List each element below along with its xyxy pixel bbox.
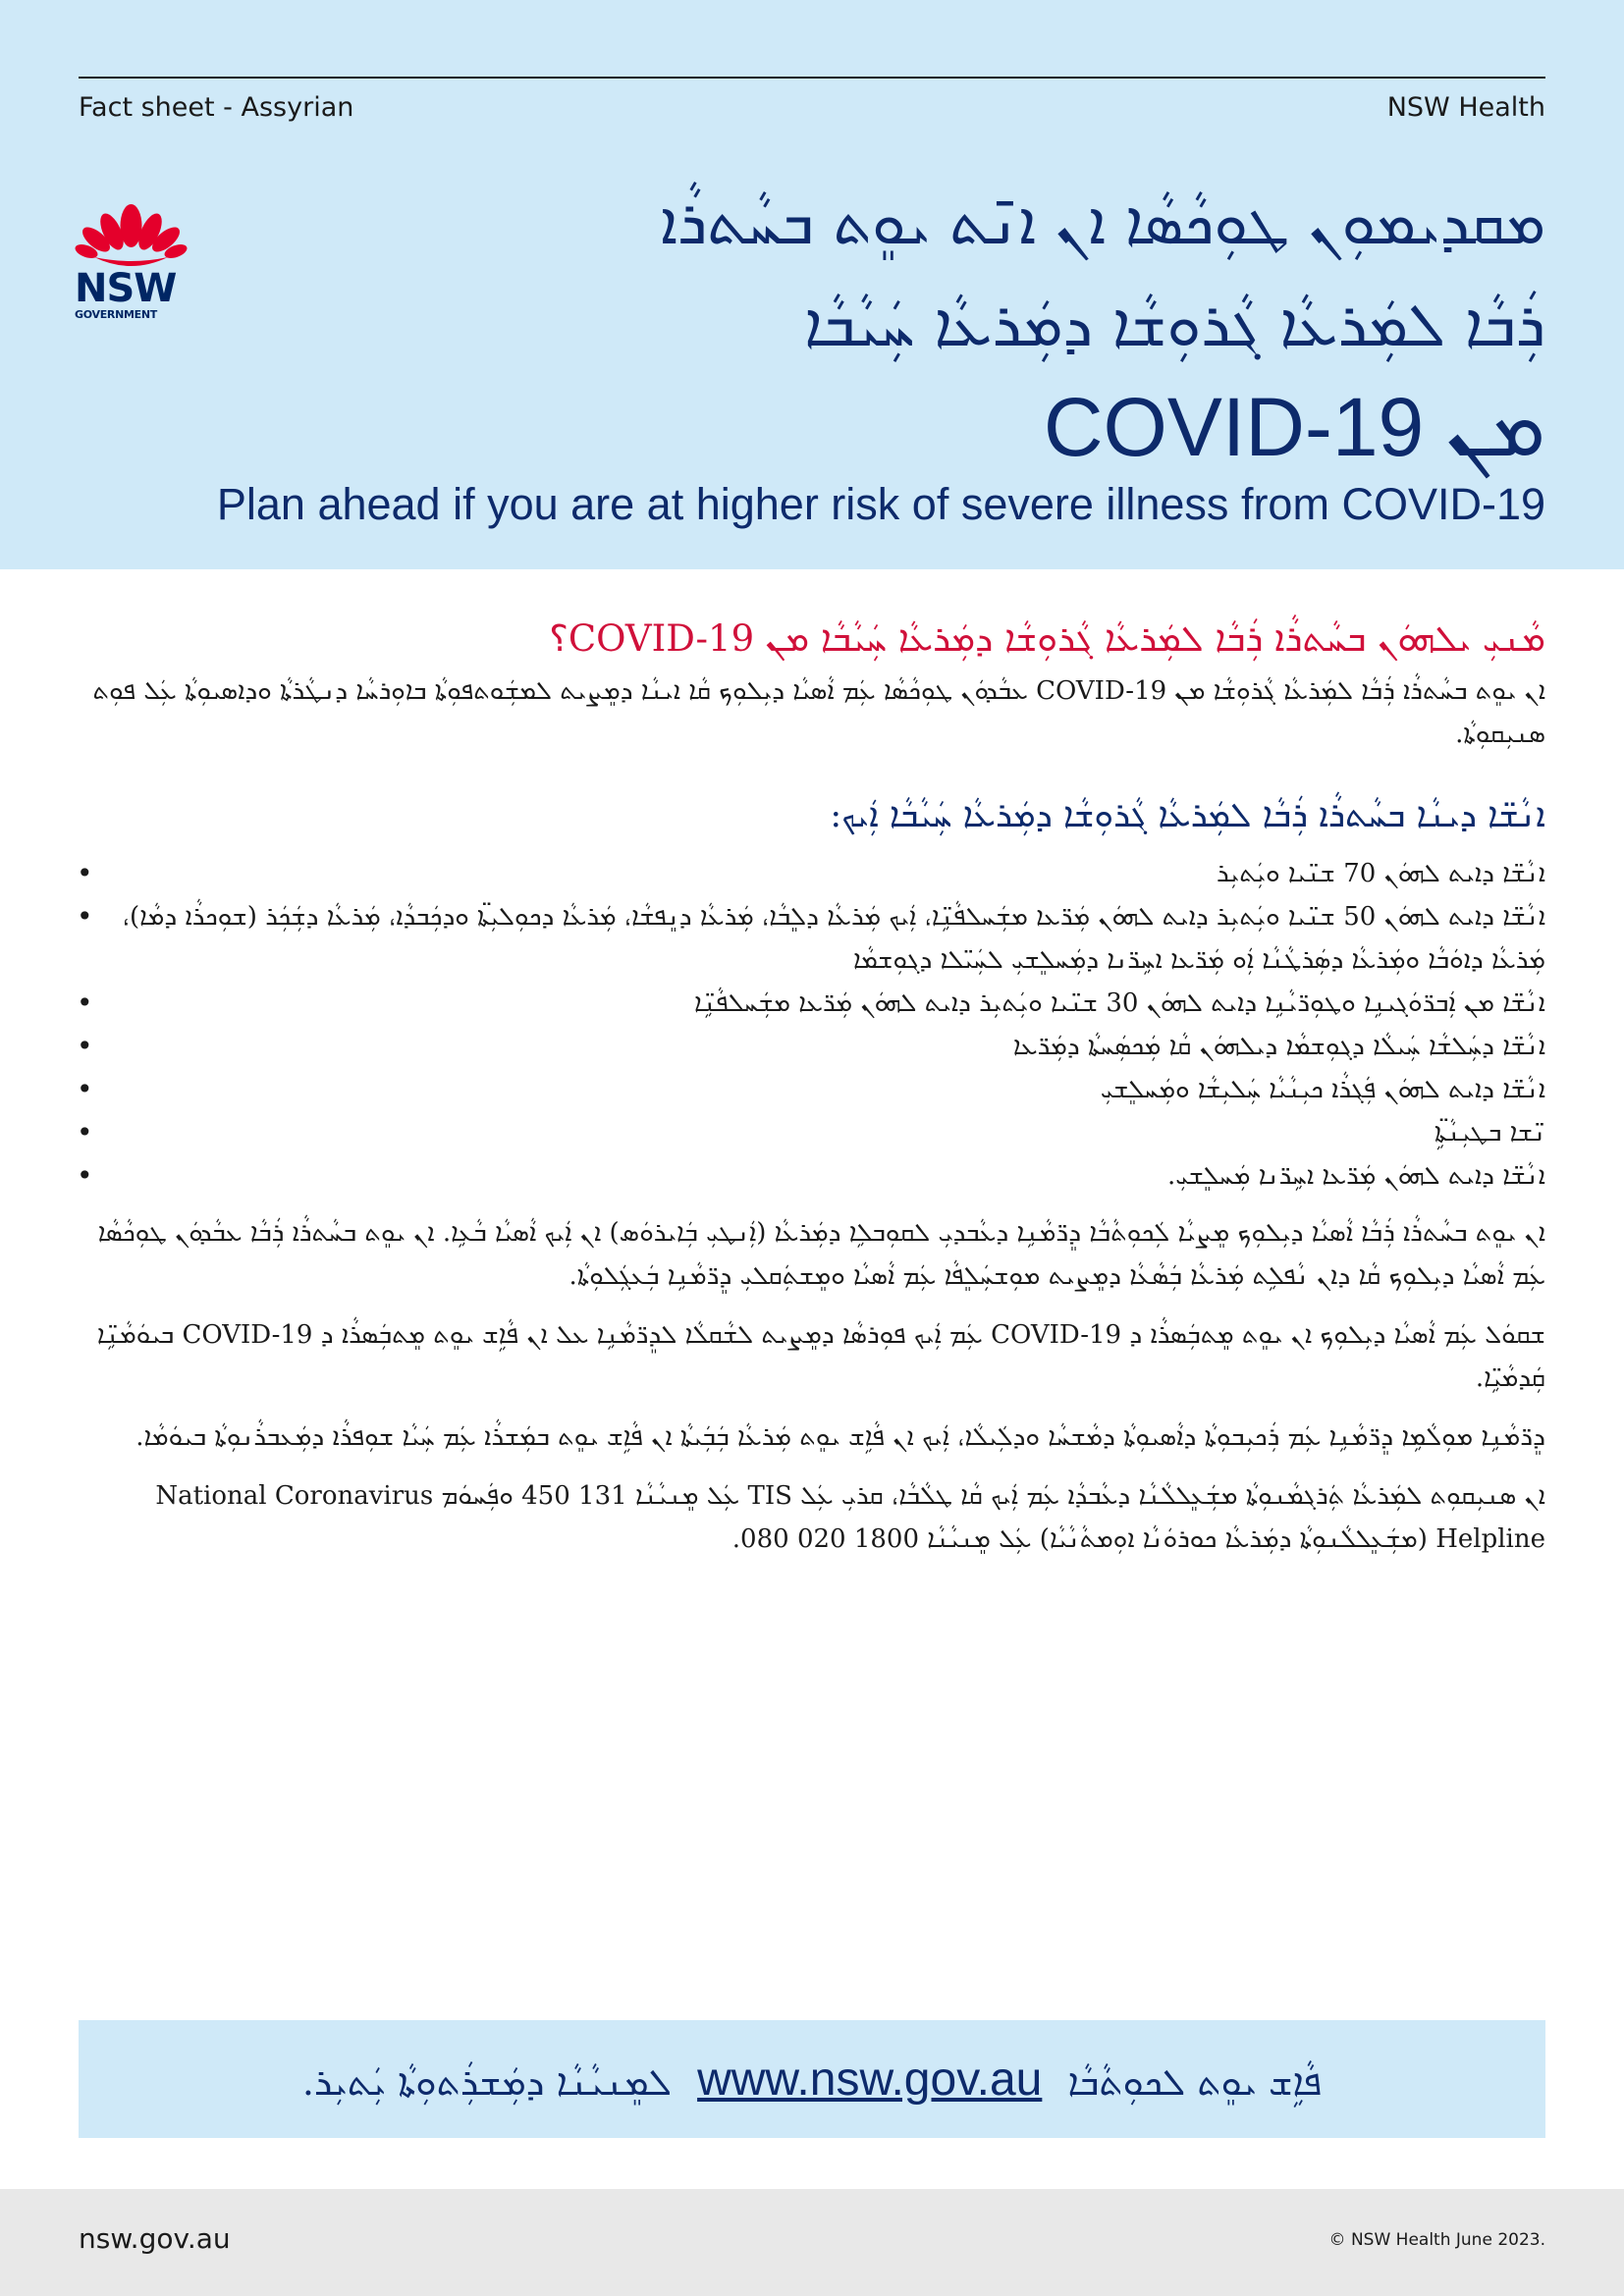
org-label: NSW Health: [1386, 92, 1545, 123]
list-item: ܐܢܵܫ̈ܐ ܕܐܝܬ ܠܗܘܿܢ 50 ܫܢ̈ܝܐ ܘܝܲܬܝܼܪ ܕܐܝܬ ܠܗܘܿܢ ܡܲܪ̈ܥܐ ܡܫܲܚܠܦܵܢܹ̈ܐ، ܐܲܝܟ ܡܲܪܥܵܐ ܕܠܸܒܵܐ، ܡܲܪܥܵܐ ܕܢܸܦܫܵܐ، ܡܲܪܥܵܐ ܕܟܘܼܠܝܼܬ̈ܐ ܘܕܟܲܒܕܵܐ، ܡܲܪܥܵܐ ܕܫܲܟܲܪ (ܫܘܼܟܪܵܐ ܕܡܵܐ)، ܡܲܪܥܵܐ ܕܐܘܿܒܵܐ ܘܡܲܪܥܵܐ ܕܣܲܪܛܵܢܵܐ ܐܲܘ ܡܲܪ̈ܥܐ ܐܚܹܪ̈ܢܐ ܕܡܲܚܠܸܫܝܼ ܠܚܲܝ̈ܠܐ ܕܓܘܼܫܡܵܐ •: [118, 895, 1545, 982]
question-heading: ܡܵܢܝܼ ܝܠܗܘܿܢ ܒܚܵܬܪܵܐ ܪܲܒܵܐ ܠܡܲܪܥܵܐ ܓܵܪܘܼܫܵܐ ܕܡܲܪܥܵܐ ܚܲܝܵܒܵܐ ܡܢ COVID-19؟: [549, 617, 1545, 660]
section-heading: ܐܢܵܫ̈ܐ ܕܝܢܵܐ ܒܚܵܬܪܵܐ ܪܲܒܵܐ ܠܡܲܪܥܵܐ ܓܵܪܘܼܫܵܐ ܕܡܲܪܥܵܐ ܚܲܝܵܒܵܐ ܐܲܝܟ:: [830, 796, 1545, 835]
waratah-flower-icon: [75, 196, 188, 267]
title-line-1: ܡܩܕܝܡܘܼܢ ܛܘܼܟܵܣܵܐ ܐܢ ܐܢ̄ܬ ܝܘܸܬ ܒܚܵܬܪܵܐ: [660, 187, 1545, 258]
main-content: [79, 609, 1545, 1561]
logo-sub-text: GOVERNMENT: [75, 308, 157, 321]
footer-copyright: © NSW Health June 2023.: [1328, 2230, 1545, 2250]
list-item: ܐܢܵܫ̈ܐ ܕܐܝܬ ܠܗܘܿܢ ܡܲܪ̈ܥܐ ܐܚܹܪ̈ܢܐ ܡܲܚܠܸܫܝܼ. •: [118, 1154, 1545, 1198]
list-item: ܐܢܵܫ̈ܐ ܕܐܝܬ ܠܗܘܿܢ 70 ܫܢ̈ܝܐ ܘܝܲܬܝܼܪ •: [118, 852, 1545, 895]
callout-text: [302, 2053, 1322, 2107]
list-item: ܐܢܵܫ̈ܐ ܕܐܝܬ ܠܗܘܿܢ ܦܲܓܪܵܐ ܟܝܼܢܵܝܵܐ ܚܲܠܝܼܫܵܐ ܘܡܲܚܠܸܫܝܼ •: [118, 1068, 1545, 1111]
page-title: [269, 172, 1545, 478]
callout-tail: ܠܡܸܢܝܵܢܵܐ ܕܡܲܫܪܲܬܘܼܬܵܐ ܝܲܬܝܼܪ.: [301, 2059, 672, 2104]
nsw-government-logo: [75, 196, 188, 329]
list-item: ܢ̈ܫܐ ܒܛܝܼܢܵܬܹ̈ܐ •: [118, 1111, 1545, 1154]
header-rule: [79, 77, 1545, 79]
list-item: ܐܢܵܫ̈ܐ ܕܚܲܠܫܵܐ ܚܲܝܠܵܐ ܕܓܘܼܫܡܵܐ ܕܝܠܗܘܿܢ ܩܵܐ ܡܲܟܣܲܚܬܵܐ ܕܡܲܪ̈ܥܐ •: [118, 1025, 1545, 1068]
intro-paragraph: ܐܢ ܝܘܸܬ ܒܚܵܬܪܵܐ ܪܲܒܵܐ ܠܡܲܪܥܵܐ ܓܵܪܘܼܫܵܐ ܡܢ COVID-19 ܥܒܵܕܘܿܢ ܛܘܼܟܵܣܵܐ ܥܲܡ ܐܵܣܝܵܐ ܕܝܼܠܘܼܟ ܩܵܐ ܐܝܢܵܐ ܕܡܸܨܝܬ ܠܡܫܲܘܬܦܘܼܬܵܐ ܒܐܘܼܪܚܵܐ ܕܢܛܵܪܬܵܐ ܘܕܐܣܝܘܼܬܵܐ ܥܲܠ ܦܘܼܬ ܣܢܝܼܩܘܼܬܵܐ.: [92, 676, 1545, 749]
footer-site: nsw.gov.au: [79, 2222, 231, 2255]
more-info-callout: [79, 2020, 1545, 2138]
nsw-website-link[interactable]: www.nsw.gov.au: [697, 2053, 1043, 2106]
title-line-2: ܪܲܒܵܐ ܠܡܲܪܥܵܐ ܓܵܪܘܼܫܵܐ ܕܡܲܪܥܵܐ ܚܲܝܵܒܵܐ: [804, 289, 1545, 360]
body-paragraph-3: ܕܸܪ̈ܡܵܢܹܐ ܡܘܼܠܵܡܹܐ ܕܸܪ̈ܡܵܢܹܐ ܥܲܡ ܪܲܟܝܼܒܘܼܬܵܐ ܕܐܵܣܝܘܼܬܵܐ ܕܡܵܫܚܵܐ ܘܕܠܲܝܠܵܐ، ܐܲܝܟ ܐܢ ܦܵܐܹܫ ܝܘܸܬ ܡܲܪܥܵܐ ܒܲܒܲܝܬܵܐ ܐܢ ܦܵܐܹܫ ܝܘܸܬ ܒܡܲܫܪܵܐ ܥܲܡ ܚܲܝܵܐ ܫܘܼܦܪܵܐ ܕܡܲܥܒܪܵܢܘܼܬܵܐ ܒܝܘܿܡܵܐ.: [135, 1422, 1545, 1452]
logo-brand-text: NSW: [75, 266, 177, 311]
body-paragraph-2: ܫܩܘܿܠ ܥܲܡ ܐܵܣܝܵܐ ܕܝܼܠܘܼܟ ܐܢ ܝܘܸܬ ܡܸܬܒܲܣܪܵܐ ܕ COVID-19 ܥܲܡ ܐܲܝܟ ܦܘܼܪܣܵܐ ܕܡܸܨܝܬ ܠܫܵܩܠܵܐ ܠܕܸܪ̈ܡܵܢܹܐ ܥܠ ܐܢ ܦܵܐܹܫ ܝܘܸܬ ܡܸܬܒܲܣܪܵܐ ܕ COVID-19 ܒܝܘܿܡܵܢܹ̈ܐ ܩܲܕܡܵܝܹ̈ܐ.: [96, 1320, 1545, 1393]
list-item: ܐܢܵܫ̈ܐ ܡܢ ܐܲܒܪ̈ܘܿܓܝܢܹܐ ܘܛܘܼܪ̈ܝܵܢܹܐ ܕܐܝܬ ܠܗܘܿܢ 30 ܫܢ̈ܝܐ ܘܝܲܬܝܼܪ ܕܐܝܬ ܠܗܘܿܢ ܡܲܪ̈ܥܐ ܡܫܲܚܠܦܵܢܹ̈ܐ •: [118, 982, 1545, 1025]
english-subtitle: Plan ahead if you are at higher risk of severe illness from COVID-19: [216, 479, 1545, 529]
title-line-3: COVID-19 ܡܢ: [1043, 381, 1545, 473]
callout-lead: ܦܵܐܹܫ ܝܘܸܬ ܠܟܘܼܬܵܒܵܐ: [1067, 2059, 1323, 2104]
fact-sheet-label: Fact sheet - Assyrian: [79, 92, 354, 123]
helpline-paragraph: ܐܢ ܣܢܝܼܩܘܼܬ ܠܡܲܪܥܵܐ ܬܲܪܓܡܵܢܘܼܬܵܐ ܡܫܲܥܸܠܠܵܢܵܐ ܕܥܵܒܕܵܐ ܥܲܡ ܐܲܝܟ ܩܵܐ ܛܠܵܒܵܐ، ܩܪܝܼ ܥܲܠ TIS ܥܲܠ ܡܸܢܝܵܢܵܐ 131 450 ܘܦܲܚܘܿܡ National Coronavirus Helpline (ܡܫܲܥܸܠܠܵܢܘܼܬܵܐ ܕܡܲܪܥܵܐ ܟܘܪܘܿܢܵܐ ܐܘܼܡܬܵܢܵܝܵܐ) ܥܲܠ ܡܸܢܝܵܢܵܐ 1800 020 080.: [155, 1481, 1545, 1554]
risk-group-list: [79, 852, 1545, 1198]
body-paragraph-1: ܐܢ ܝܘܸܬ ܒܚܵܬܪܵܐ ܪܲܒܵܐ ܐܵܣܝܵܐ ܕܝܼܠܘܼܟ ܡܸܨܝܵܐ ܠܲܟܘܼܬܵܒܵܐ ܕܸܪ̈ܡܵܢܹܐ ܕܥܵܒܕܝܼ ܠܩܘܼܒܠܹܐ ܕܡܲܪܥܵܐ (ܐܲܢܛܝܼ ܒܲܐܝܪܘܿܣ) ܐܢ ܐܲܝܟ ܐܵܣܝܵܐ ܒܵܥܹܐ. ܐܢ ܝܘܸܬ ܒܚܵܬܪܵܐ ܪܲܒܵܐ ܥܒܵܕܘܿܢ ܛܘܼܟܵܣܵܐ ܥܲܡ ܐܵܣܝܵܐ ܕܝܼܠܘܼܟ ܩܵܐ ܕܐܢ ܢܵܦܠܹܬ ܡܲܪܥܵܐ ܒܲܣܵܥܵܐ ܕܡܸܨܝܬ ܡܘܼܫܚܲܠܸܦܵܐ ܥܲܡ ܐܵܣܝܵܐ ܘܡܸܫܬܲܩܠܝܼ ܕܸܪ̈ܡܵܢܹܐ ܒܲܥܓܲܠܘܼܬܵܐ.: [97, 1218, 1545, 1291]
